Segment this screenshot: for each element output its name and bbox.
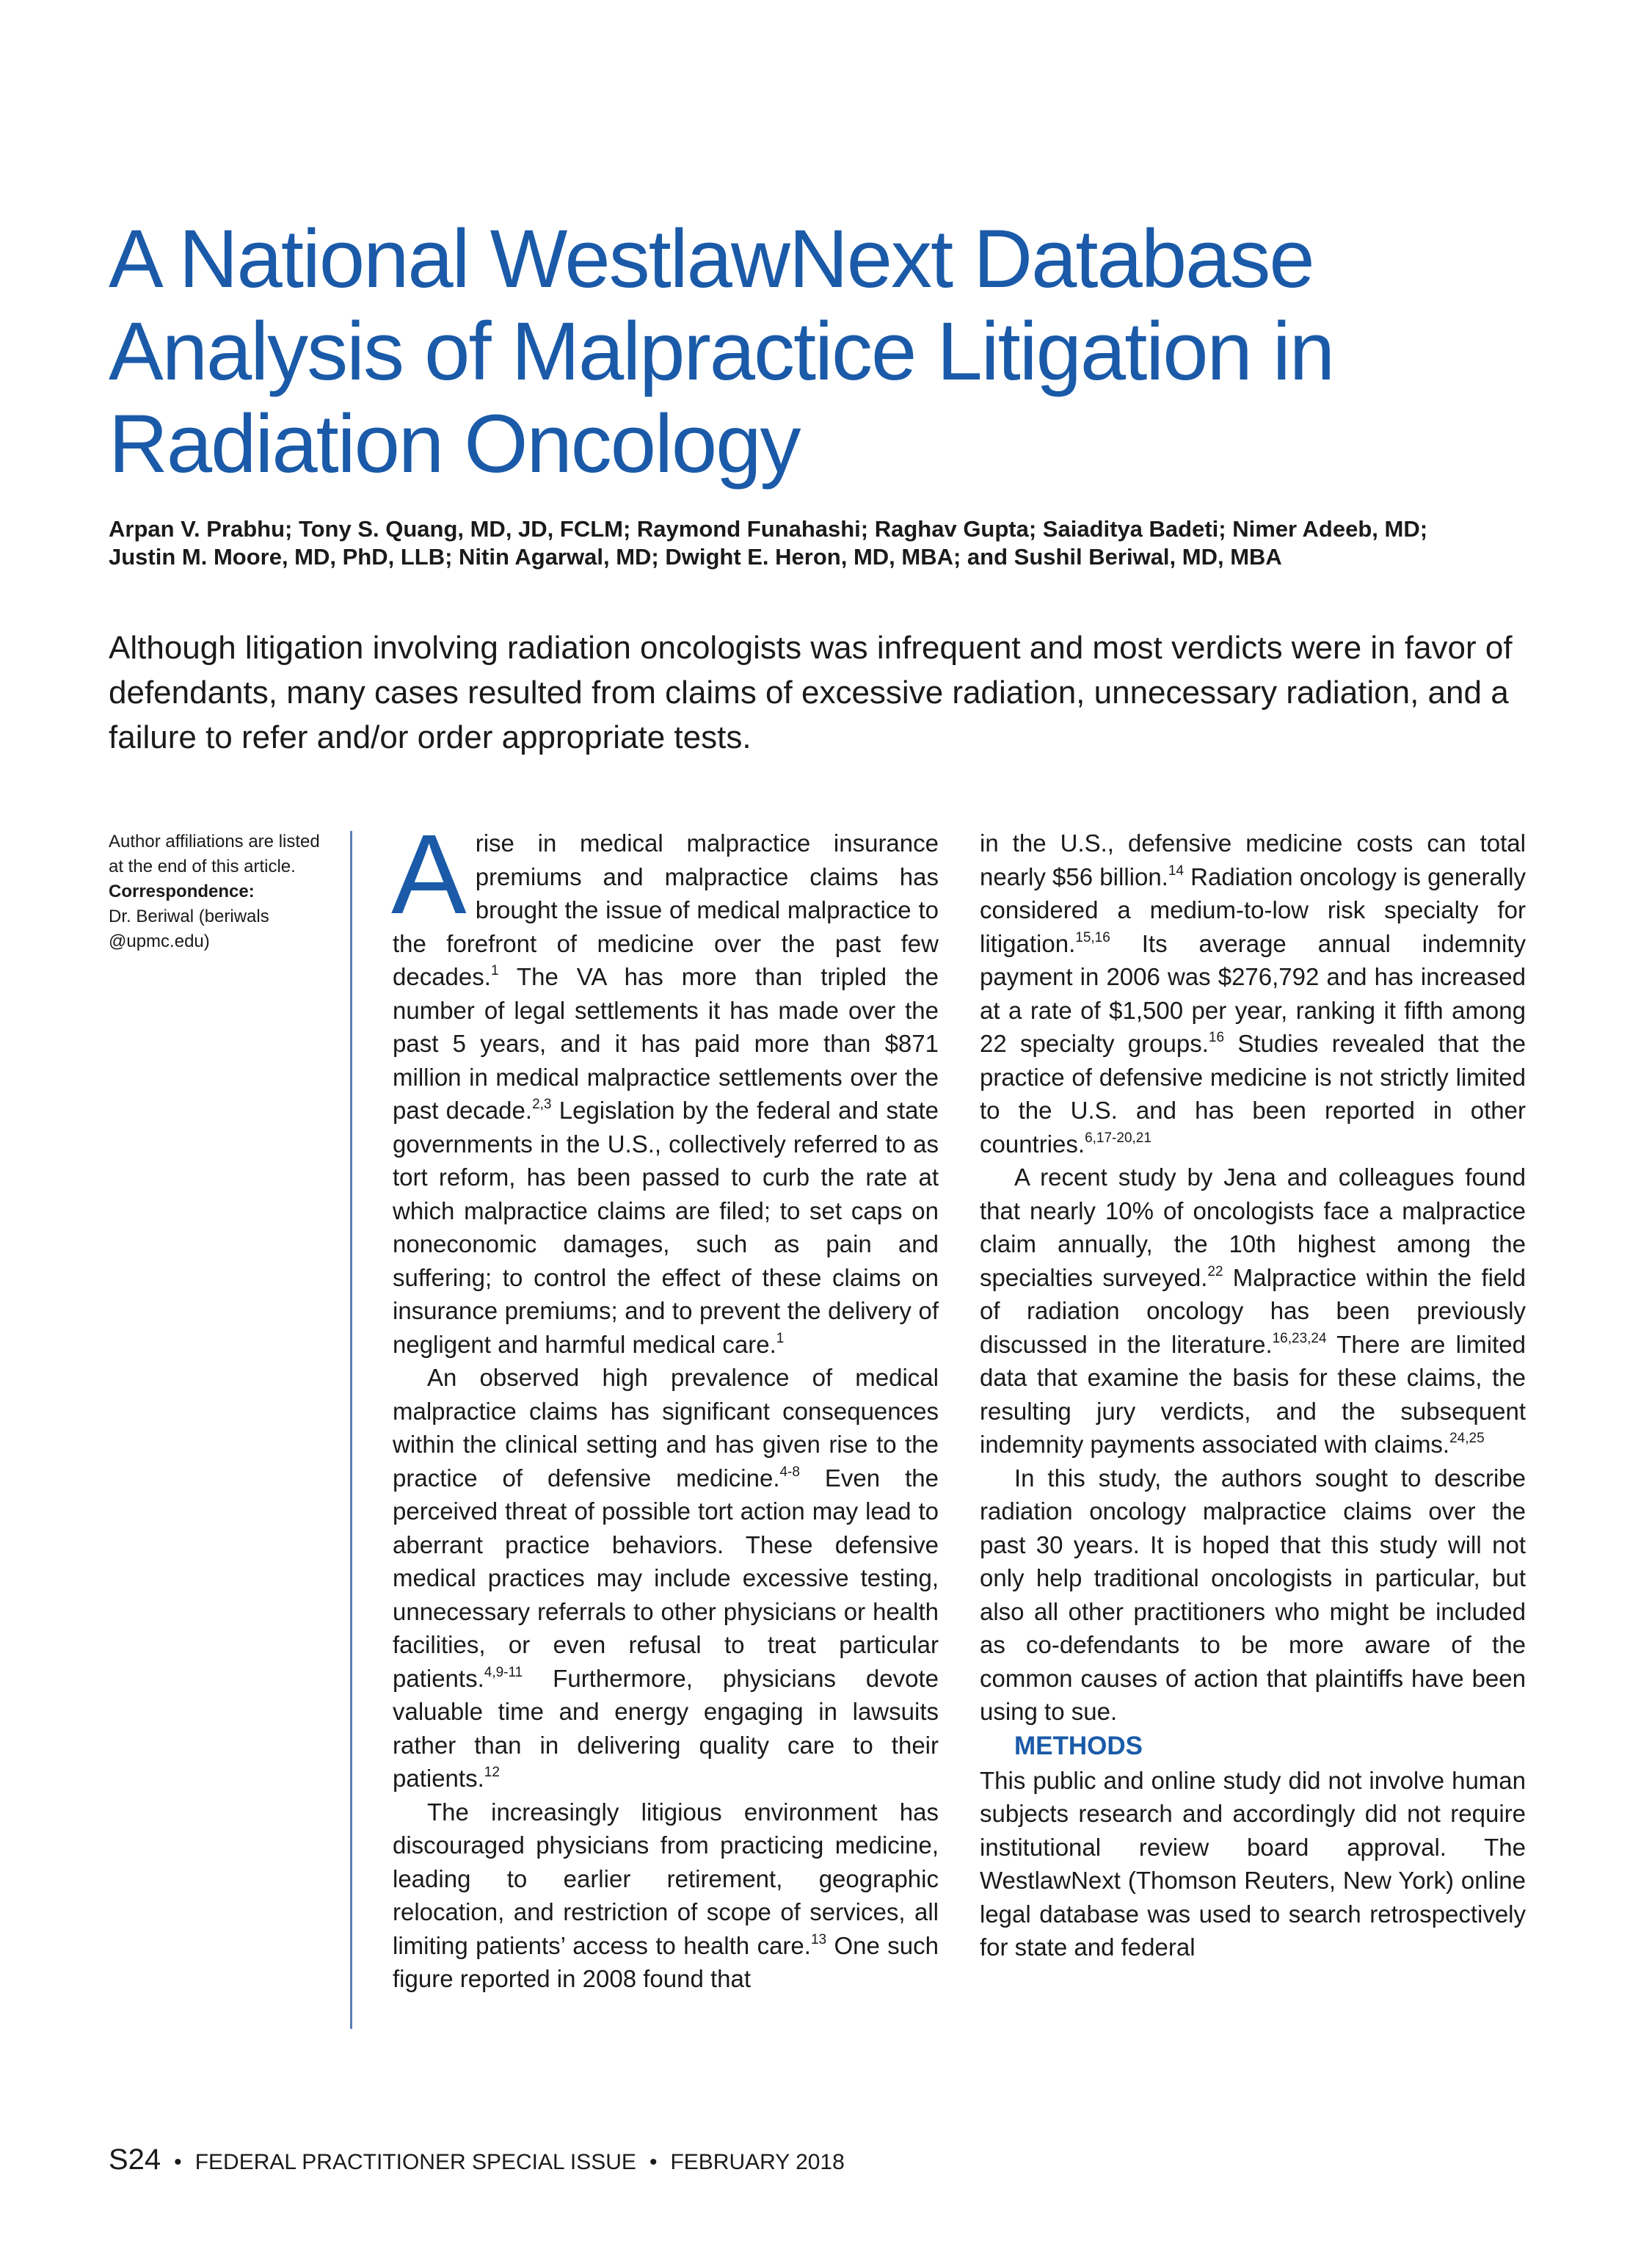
citation: 16,23,24 [1272, 1330, 1327, 1346]
text-run: Its average annual indemnity payment in 2006 was $276,792 and has increased at a rate of $1,500 per year, ranking it fifth among 22 specialty groups. [980, 929, 1526, 1057]
article-dek: Although litigation involving radiation oncologists was infrequent and most verdicts were in favor of defendants, many cases resulted from claims of excessive radiation, unnecessary radiation, and a failure to refer and/or order appropriate tests. [109, 630, 1513, 755]
paragraph [980, 1161, 1526, 1461]
citation: 15,16 [1075, 929, 1110, 945]
body-column-2 [980, 827, 1526, 1964]
text-run: Even the perceived threat of possible tort action may lead to aberrant practice behaviors. These defensive medical practices may include excessive testing, unnecessary referrals to other physicians or health facilities, or even refusal to treat particular patients. [393, 1464, 939, 1692]
text-run: A recent study by Jena and colleagues found that nearly 10% of oncologists face a malpractice claim annually, the 10th highest among the specialties surveyed. [980, 1163, 1526, 1291]
text-run: Legislation by the federal and state governments in the U.S., collectively referred to as tort reform, has been passed to curb the rate at which malpractice claims are filed; to set caps on noneconomic damages, such as pain and suffering; to control the effect of these claims on insurance premiums; and to prevent the delivery of negligent and harmful medical care. [393, 1097, 939, 1358]
citation: 13 [810, 1931, 827, 1947]
text-run: rise in medical malpractice insurance premiums and malpractice claims has brought the issue of medical malpractice to the forefront of medicine over the past few decades. [393, 829, 939, 990]
body-column-1 [391, 811, 939, 1996]
citation: 2,3 [532, 1097, 552, 1112]
citation: 22 [1207, 1263, 1223, 1279]
text-run: Studies revealed that the practice of defensive medicine is not strictly limited to the U.S. and has been reported in other countries. [980, 1030, 1526, 1158]
citation: 12 [484, 1765, 500, 1780]
citation: 24,25 [1449, 1431, 1485, 1446]
citation: 4,9-11 [484, 1664, 523, 1680]
page-number: S24 [109, 2143, 161, 2176]
correspondence-text: Dr. Beriwal (beriwals @upmc.edu) [109, 907, 269, 951]
citation: 1 [490, 963, 499, 978]
column-divider [350, 831, 352, 2029]
paragraph: This public and online study did not involve human subjects research and accordingly did not require institutional review board approval. The WestlawNext (Thomson Reuters, New York) online legal database was used to search retrospectively for state and federal [980, 1766, 1526, 1961]
author-list: Arpan V. Prabhu; Tony S. Quang, MD, JD, FCLM; Raymond Funahashi; Raghav Gupta; Saiaditya Badeti; Nimer Adeeb, MD; Justin M. Moore, MD, PhD, LLB; Nitin Agarwal, MD; Dwight E. Heron, MD, MBA; and Sushil Beriwal, MD, MBA [109, 516, 1428, 570]
citation: 4-8 [779, 1464, 800, 1480]
text-run: The VA has more than tripled the number of legal settlements it has made over the past 5 years, and it has paid more than $871 million in medical malpractice settlements over the past decade. [393, 963, 939, 1124]
affiliations-note: Author affiliations are listed at the end of this article. [109, 832, 320, 876]
text-run: Malpractice within the field of radiation oncology has been previously discussed in the literature. [980, 1263, 1526, 1358]
article-title: A National WestlawNext Database Analysis of Malpractice Litigation in Radiation Oncology [109, 213, 1334, 490]
paragraph: In this study, the authors sought to describe radiation oncology malpractice claims over the past 30 years. It is hoped that this study will not only help traditional oncologists in particular, but also all other practitioners who might be included as co-defendants to be more aware of the common causes of action that plaintiffs have been using to sue. [980, 1464, 1526, 1725]
text-run: An observed high prevalence of medical malpractice claims has significant consequences within the clinical setting and has given rise to the practice of defensive medicine. [393, 1364, 939, 1492]
text-run: Furthermore, physicians devote valuable time and energy engaging in lawsuits rather than in delivering quality care to their patients. [393, 1664, 939, 1792]
separator-bullet: • [174, 2150, 182, 2174]
sidebar-notes [109, 829, 329, 954]
citation: 16 [1208, 1030, 1225, 1045]
paragraph [391, 811, 939, 1361]
correspondence-label: Correspondence: [109, 882, 255, 901]
separator-bullet: • [649, 2150, 658, 2174]
issue-date: FEBRUARY 2018 [670, 2150, 845, 2174]
citation: 6,17-20,21 [1085, 1130, 1151, 1146]
citation: 1 [776, 1330, 785, 1346]
text-run: in the U.S., defensive medicine costs can total nearly $56 billion. [980, 829, 1526, 890]
paragraph [393, 1361, 939, 1795]
drop-cap: A [391, 811, 467, 937]
text-run: Radiation oncology is generally considered a medium-to-low risk specialty for litigation. [980, 863, 1526, 957]
page-footer [109, 2145, 845, 2177]
journal-name: FEDERAL PRACTITIONER SPECIAL ISSUE [194, 2150, 636, 2174]
paragraph [980, 827, 1526, 1161]
text-run: One such figure reported in 2008 found that [393, 1931, 939, 1992]
text-run: The increasingly litigious environment has discouraged physicians from practicing medicine, leading to earlier retirement, geographic relocation, and restriction of scope of services, all limiting patients’ access to health care. [393, 1798, 939, 1959]
paragraph [393, 1795, 939, 1996]
text-run: There are limited data that examine the basis for these claims, the resulting jury verdicts, and the subsequent indemnity payments associated with claims. [980, 1330, 1526, 1458]
citation: 14 [1168, 863, 1184, 879]
section-heading-methods: METHODS [1014, 1731, 1143, 1760]
